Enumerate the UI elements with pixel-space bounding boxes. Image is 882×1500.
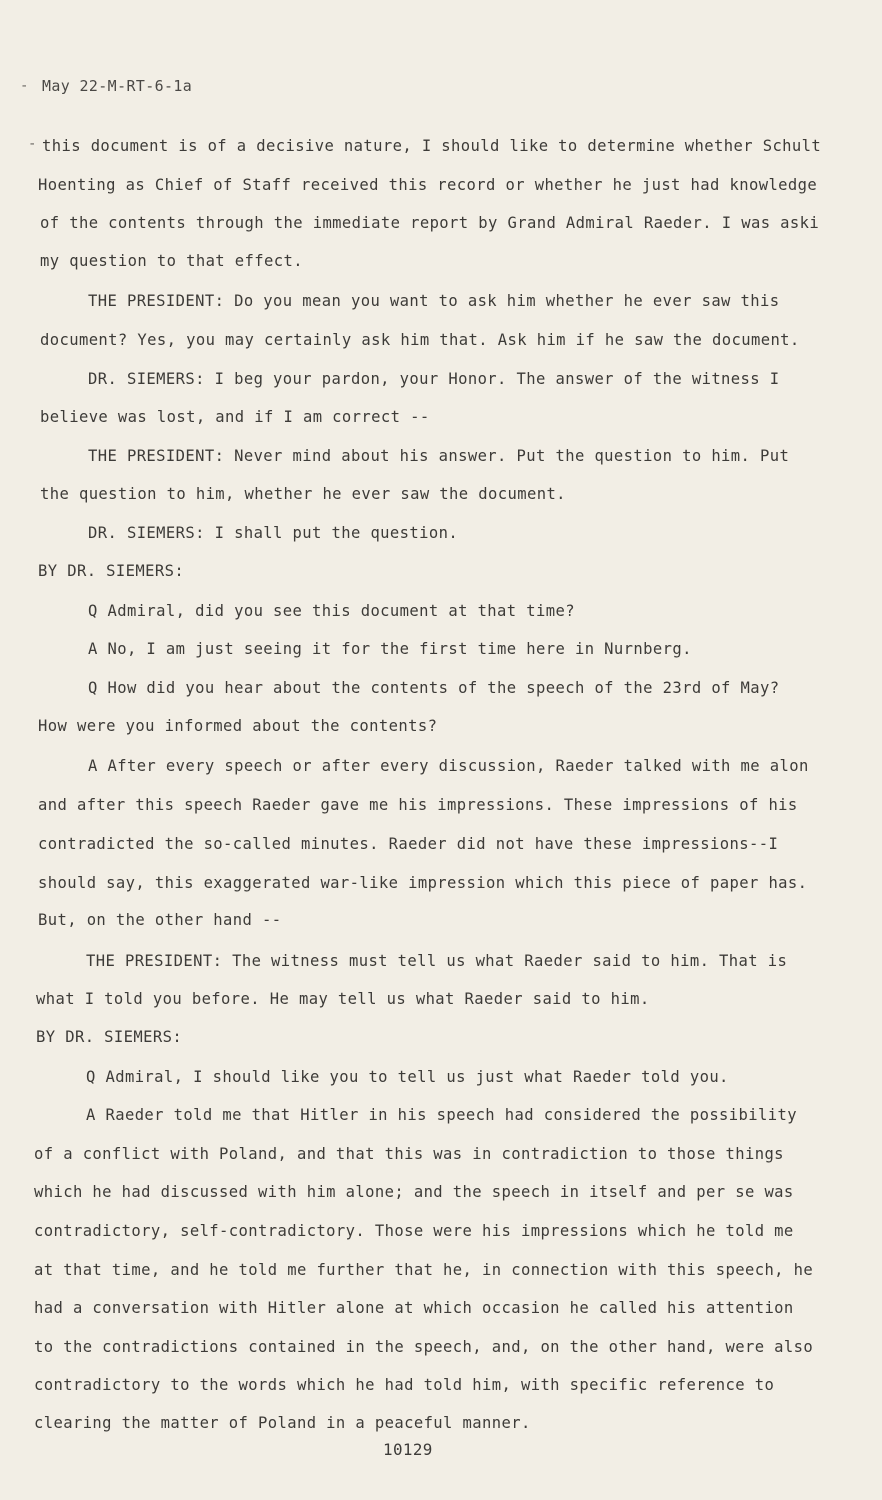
text-line: to the contradictions contained in the speech, and, on the other hand, were also <box>34 1338 814 1356</box>
text-line: Q Admiral, did you see this document at that time? <box>88 602 575 620</box>
text-line: Q How did you hear about the contents of the speech of the 23rd of May? <box>88 679 780 697</box>
text-line: A Raeder told me that Hitler in his speech had considered the possibility <box>86 1106 797 1124</box>
text-line: contradictory, self-contradictory. Those were his impressions which he told me <box>34 1222 794 1240</box>
text-line: had a conversation with Hitler alone at which occasion he called his attention <box>34 1299 794 1317</box>
text-line: clearing the matter of Poland in a peaceful manner. <box>34 1414 531 1432</box>
page-number: 10129 <box>383 1440 433 1459</box>
margin-mark: - <box>20 78 29 94</box>
text-line: which he had discussed with him alone; and the speech in itself and per se was <box>34 1183 794 1201</box>
page-header: May 22-M-RT-6-1a <box>42 77 193 95</box>
text-line: of a conflict with Poland, and that this was in contradiction to those things <box>34 1145 784 1163</box>
text-line: BY DR. SIEMERS: <box>36 1028 183 1046</box>
text-line: BY DR. SIEMERS: <box>38 562 185 580</box>
text-line: DR. SIEMERS: I shall put the question. <box>88 524 459 542</box>
text-line: the question to him, whether he ever saw the document. <box>40 485 566 503</box>
text-line: THE PRESIDENT: Do you mean you want to ask him whether he ever saw this <box>88 292 780 310</box>
text-line: of the contents through the immediate report by Grand Admiral Raeder. I was aski <box>40 214 820 232</box>
text-line: should say, this exaggerated war-like impression which this piece of paper has. <box>38 874 808 892</box>
text-line: THE PRESIDENT: The witness must tell us what Raeder said to him. That is <box>86 952 788 970</box>
text-line: document? Yes, you may certainly ask him that. Ask him if he saw the document. <box>40 331 800 349</box>
margin-mark: - <box>28 136 37 152</box>
text-line: Q Admiral, I should like you to tell us just what Raeder told you. <box>86 1068 729 1086</box>
text-line: A No, I am just seeing it for the first time here in Nurnberg. <box>88 640 692 658</box>
text-line: THE PRESIDENT: Never mind about his answer. Put the question to him. Put <box>88 447 790 465</box>
text-line: what I told you before. He may tell us what Raeder said to him. <box>36 990 650 1008</box>
text-line: this document is of a decisive nature, I should like to determine whether Schult <box>42 137 822 155</box>
text-line: How were you informed about the contents? <box>38 717 438 735</box>
text-line: Hoenting as Chief of Staff received this record or whether he just had knowledge <box>38 176 818 194</box>
text-line: believe was lost, and if I am correct -- <box>40 408 430 426</box>
text-line: A After every speech or after every discussion, Raeder talked with me alon <box>88 757 809 775</box>
text-line: at that time, and he told me further that he, in connection with this speech, he <box>34 1261 814 1279</box>
text-line: and after this speech Raeder gave me his impressions. These impressions of his <box>38 796 798 814</box>
text-line: my question to that effect. <box>40 252 303 270</box>
text-line: DR. SIEMERS: I beg your pardon, your Honor. The answer of the witness I <box>88 370 780 388</box>
text-line: contradictory to the words which he had told him, with specific reference to <box>34 1376 775 1394</box>
text-line: But, on the other hand -- <box>38 911 282 929</box>
text-line: contradicted the so-called minutes. Raeder did not have these impressions--I <box>38 835 779 853</box>
